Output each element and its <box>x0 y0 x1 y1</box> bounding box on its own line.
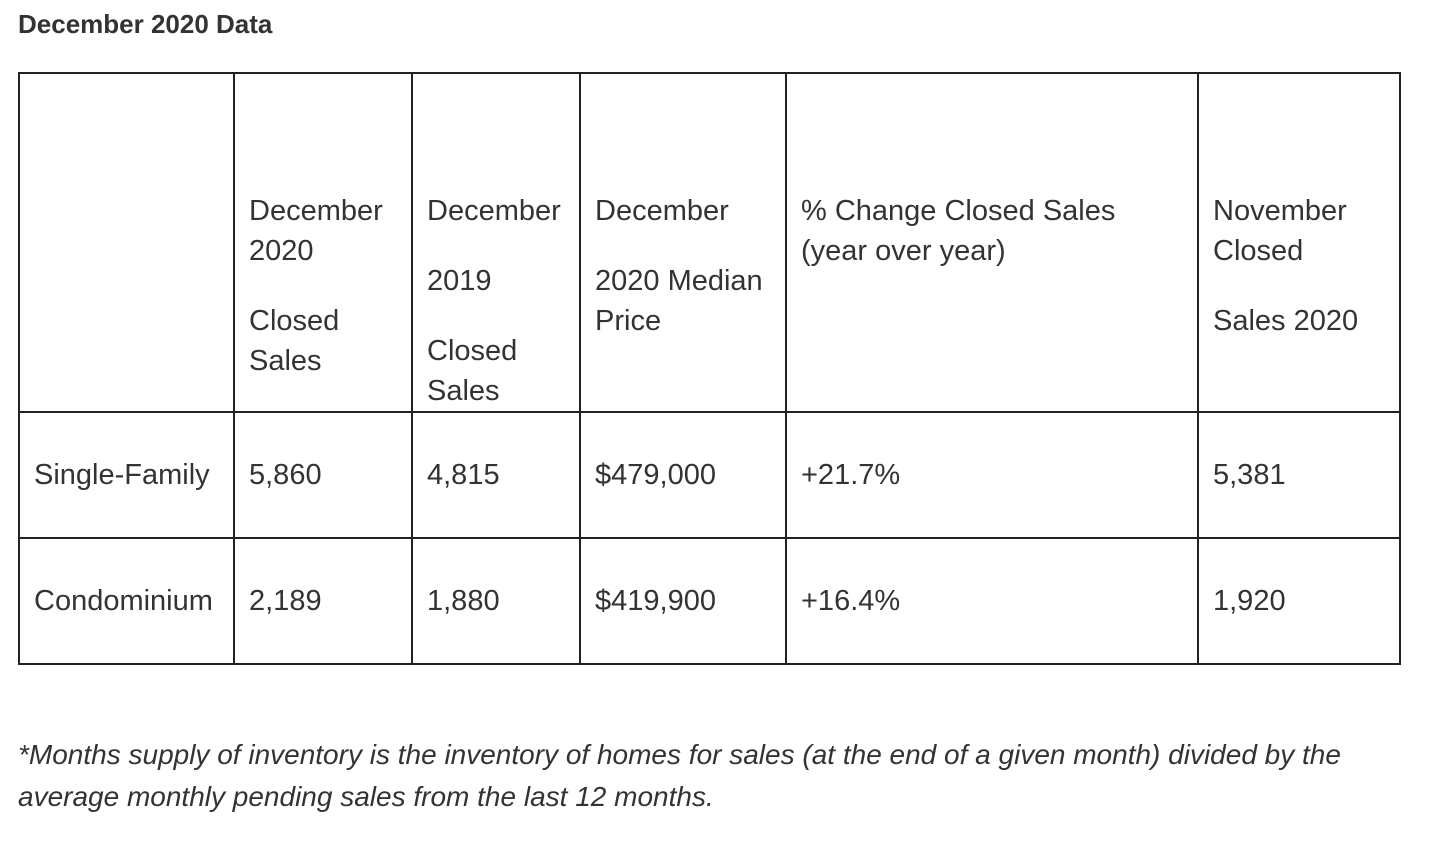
table-row <box>19 538 1400 664</box>
header-line: November <box>1213 195 1347 227</box>
page-title: December 2020 Data <box>18 9 273 39</box>
header-nov-2020-closed-sales <box>1198 73 1400 412</box>
header-empty-cell <box>19 73 234 412</box>
header-line: Closed <box>1213 235 1304 267</box>
header-line: % Change Closed Sales <box>801 195 1116 227</box>
header-line: December <box>595 195 729 227</box>
header-dec-2020-closed-sales <box>234 73 412 412</box>
dec-2020-closed-cell: 5,860 <box>234 412 412 538</box>
header-line: December <box>427 195 561 227</box>
row-type-cell: Single-Family <box>19 412 234 538</box>
nov-2020-closed-cell: 5,381 <box>1198 412 1400 538</box>
header-line: Sales <box>427 375 500 407</box>
row-type-cell: Condominium <box>19 538 234 664</box>
header-line: December <box>249 195 383 227</box>
median-price-cell: $479,000 <box>580 412 786 538</box>
header-line: 2020 <box>249 235 314 267</box>
header-line: Sales <box>249 345 322 377</box>
dec-2019-closed-cell: 1,880 <box>412 538 580 664</box>
pct-change-cell: +16.4% <box>786 538 1198 664</box>
header-line: Sales 2020 <box>1213 305 1359 337</box>
nov-2020-closed-cell: 1,920 <box>1198 538 1400 664</box>
header-dec-2019-closed-sales <box>412 73 580 412</box>
header-line: Closed <box>249 305 340 337</box>
pct-change-cell: +21.7% <box>786 412 1198 538</box>
table-header-row <box>19 73 1400 412</box>
header-dec-2020-median-price <box>580 73 786 412</box>
sales-data-table <box>18 72 1401 665</box>
header-pct-change <box>786 73 1198 412</box>
header-line: (year over year) <box>801 235 1006 267</box>
median-price-cell: $419,900 <box>580 538 786 664</box>
header-line: 2019 <box>427 265 492 297</box>
header-line: Price <box>595 305 662 337</box>
header-line: Closed <box>427 335 518 367</box>
table-row <box>19 412 1400 538</box>
dec-2020-closed-cell: 2,189 <box>234 538 412 664</box>
dec-2019-closed-cell: 4,815 <box>412 412 580 538</box>
footnote: *Months supply of inventory is the inventory of homes for sales (at the end of a given month) divided by the average monthly pending sales from the last 12 months. <box>18 739 1341 812</box>
header-line: 2020 Median <box>595 265 763 297</box>
